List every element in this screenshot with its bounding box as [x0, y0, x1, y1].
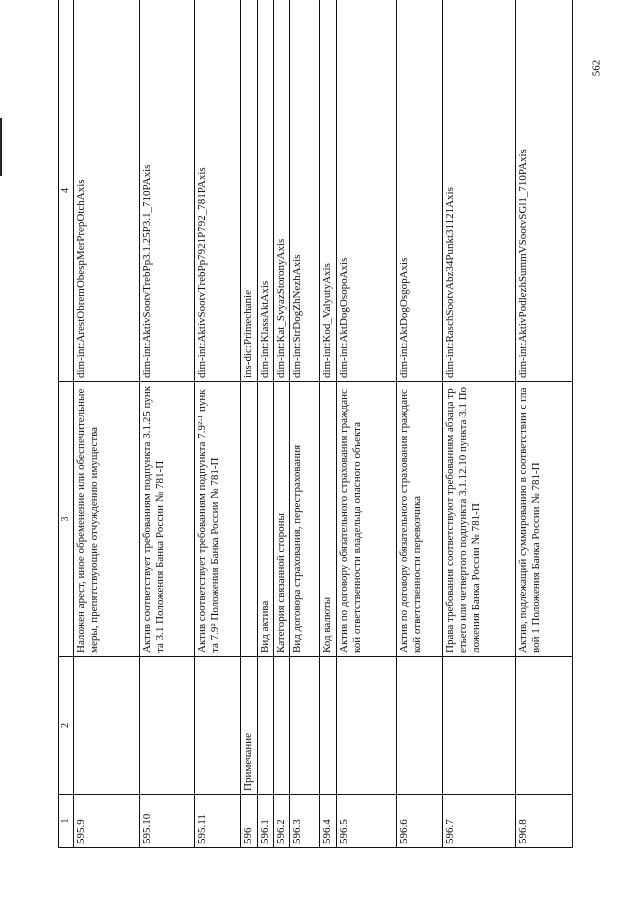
header-cell-4: 4	[59, 0, 74, 382]
row-number: 596.7	[442, 795, 515, 848]
table-row	[274, 0, 290, 848]
row-name	[442, 657, 515, 795]
table-row	[74, 0, 140, 848]
row-code: dim-int:ArestObremObespMerPrepOtchAxis	[74, 0, 140, 382]
table-row	[320, 0, 336, 848]
header-cell-2: 2	[59, 657, 74, 795]
row-description: Актив по договору обязательного страхования гражданской ответственности владельца опасного объекта	[336, 382, 396, 657]
row-name	[396, 657, 442, 795]
row-number: 595.11	[195, 795, 241, 848]
row-code: dim-int:AktDogOsopoAxis	[336, 0, 396, 382]
row-description: Наложен арест, иное обременение или обеспечительные меры, препятствующие отчуждению имущества	[74, 382, 140, 657]
row-name	[336, 657, 396, 795]
table-row	[290, 0, 320, 848]
row-description: Актив соответствует требованиям подпункта 7.9²·¹ пункта 7.9² Положения Банка России № 781-П	[195, 382, 241, 657]
row-code: dim-int:StrDogZhNezhAxis	[290, 0, 320, 382]
table-row	[258, 0, 274, 848]
row-number: 596.6	[396, 795, 442, 848]
row-name: Примечание	[241, 657, 258, 795]
row-code: dim-int:RaschSootvAbz34Punkt31121Axis	[442, 0, 515, 382]
data-table	[58, 0, 573, 848]
row-number: 595.10	[140, 795, 195, 848]
row-number: 596.3	[290, 795, 320, 848]
row-name	[258, 657, 274, 795]
row-number: 596.5	[336, 795, 396, 848]
table-row	[442, 0, 515, 848]
page-number: 562	[590, 59, 603, 77]
table-row	[140, 0, 195, 848]
row-code: dim-int:Kat_SvyazStoronyAxis	[274, 0, 290, 382]
table-row	[195, 0, 241, 848]
row-code: dim-int:KlassAktAxis	[258, 0, 274, 382]
row-code: dim-int:AktivSootvTrebPp3.1.25P3.1_710PAxis	[140, 0, 195, 382]
table-row	[515, 0, 572, 848]
table-header-row	[59, 0, 74, 848]
row-description: Категория связанной стороны	[274, 382, 290, 657]
row-description	[241, 382, 258, 657]
row-description: Права требования соответствуют требованиям абзаца третьего или четвертого подпункта 3.1.12.10 пункта 3.1 Положения Банка России № 781-П	[442, 382, 515, 657]
row-description: Вид актива	[258, 382, 274, 657]
row-code: dim-int:AktivPodlezhSummVSootvSGl1_710PAxis	[515, 0, 572, 382]
row-code: ins-dic:Primechanie	[241, 0, 258, 382]
row-number: 596.8	[515, 795, 572, 848]
row-name	[290, 657, 320, 795]
row-code: dim-int:AktivSootvTrebPp7921P792_781PAxis	[195, 0, 241, 382]
header-cell-1: 1	[59, 795, 74, 848]
row-number: 596.4	[320, 795, 336, 848]
row-name	[515, 657, 572, 795]
row-description: Актив, подлежащий суммированию в соответствии с главой 1 Положения Банка России № 781-П	[515, 382, 572, 657]
margin-mark	[0, 118, 2, 176]
row-number: 596	[241, 795, 258, 848]
rotated-table-container	[58, 0, 618, 848]
header-cell-3: 3	[59, 382, 74, 657]
row-name	[140, 657, 195, 795]
row-name	[74, 657, 140, 795]
row-description: Актив соответствует требованиям подпункта 3.1.25 пункта 3.1 Положения Банка России № 781-П	[140, 382, 195, 657]
row-description: Код валюты	[320, 382, 336, 657]
row-description: Актив по договору обязательного страхования гражданской ответственности перевозчика	[396, 382, 442, 657]
row-code: dim-int:Kod_ValyutyAxis	[320, 0, 336, 382]
row-code: dim-int:AktDogOsgopAxis	[396, 0, 442, 382]
row-number: 596.1	[258, 795, 274, 848]
table-row	[336, 0, 396, 848]
table-row	[241, 0, 258, 848]
table-row	[396, 0, 442, 848]
row-number: 595.9	[74, 795, 140, 848]
row-description: Вид договора страхования, перестрахования	[290, 382, 320, 657]
row-name	[274, 657, 290, 795]
row-number: 596.2	[274, 795, 290, 848]
row-name	[320, 657, 336, 795]
row-name	[195, 657, 241, 795]
